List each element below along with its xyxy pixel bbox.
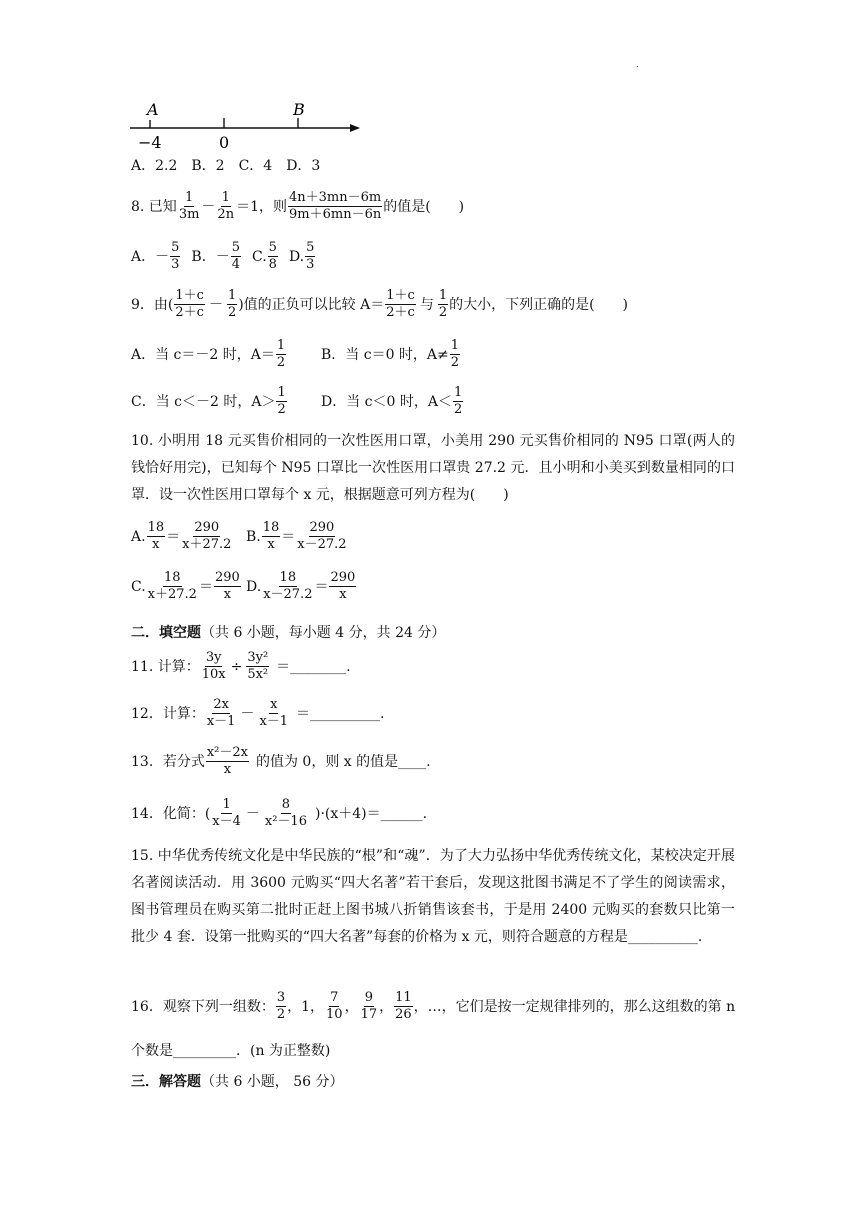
tick-minus-4: −4 bbox=[138, 133, 162, 152]
q10-options-row1: A. $\frac{18}{x}$ ＝ $\frac{290}{x+27.2}$ B. $\frac{18}{x}$ ＝ $\frac{290}{x-27.2}$ bbox=[131, 520, 347, 553]
question-11: 11. 计算： $\frac{3y}{10x}$ ÷ $\frac{\text{3y²}}{\text{5x²}}$ ＝________. bbox=[131, 650, 351, 683]
question-10: 10. 小明用 18 元买售价相同的一次性医用口罩，小美用 290 元买售价相同的 N95 口罩(两人的钱恰好用完)，已知每个 N95 口罩比一次性医用口罩贵 27.2 元．且小明和小美买到数量相同的口罩．设一次性医用口罩每个 x 元，根据题意可列方程为( ) bbox=[131, 433, 735, 503]
question-13: 13．若分式 $\frac{\text{x²－2x}}{x}$ 的值为 0，则 x 的值是____. bbox=[131, 745, 431, 778]
question-9: 9．由( $\frac{1+c}{2+c}$ － $\frac{1}{2}$ )值的正负可以比较 A＝ $\frac{1+c}{2+c}$ 与 $\frac{1}{2}$ 的大小，下列正确的是( ) bbox=[131, 288, 629, 321]
q9-options-row1: A．当 c＝－2 时，A＝ $\frac{1}{2}$ B．当 c＝0 时，A≠ $\frac{1}{2}$ bbox=[131, 338, 460, 371]
q7-options: A．2.2 B．2 C．4 D．3 bbox=[131, 158, 321, 174]
question-8: 8. 已知 $\frac{1}{3m}$ － $\frac{1}{2n}$ ＝1，则 $\frac{4n+3mn-6m}{9m+6mn-6n}$ 的值是( ) bbox=[131, 190, 465, 223]
question-15: 15. 中华优秀传统文化是中华民族的“根”和“魂”．为了大力弘扬中华优秀传统文化，某校决定开展名著阅读活动．用 3600 元购买“四大名著”若干套后，发现这批图书满足不了学生的阅读需求，图书管理员在购买第二批时正赶上图书城八折销售该套书，于是用 2400 元购买的套数只比第一批少 4 套．设第一批购买的“四大名著”每套的价格为 x 元，则符合题意的方程是__________． bbox=[131, 848, 735, 945]
q8-options: A．－ $\frac{5}{3}$ B．－ $\frac{5}{4}$ C. $\frac{5}{8}$ D. $\frac{5}{3}$ bbox=[131, 240, 315, 273]
section-2-heading: 二．填空题（共 6 小题，每小题 4 分，共 24 分） bbox=[131, 625, 446, 641]
question-16: 16．观察下列一组数： $\frac{3}{2}$ ，1， $\frac{7}{10}$ ， $\frac{9}{17}$ ， $\frac{11}{26}$ ，…，它们是按一定规律排列的，那么这组数的第 n bbox=[131, 990, 736, 1023]
question-14: 14．化简：( $\frac{1}{x-4}$ － $\frac{8}{\text{x²－16}}$ )·(x＋4)＝______. bbox=[131, 797, 428, 830]
point-a-label: A bbox=[147, 100, 159, 119]
question-16-line2: 个数是_________．(n 为正整数) bbox=[131, 1043, 331, 1059]
question-12: 12．计算： $\frac{2x}{x-1}$ － $\frac{x}{x-1}$ ＝__________. bbox=[131, 697, 385, 730]
tick-0: 0 bbox=[219, 133, 230, 152]
q10-options-row2: C. $\frac{18}{x+27.2}$ ＝ $\frac{290}{x}$ D. $\frac{18}{x-27.2}$ ＝ $\frac{290}{x}$ bbox=[131, 570, 356, 603]
page-dot: . bbox=[636, 60, 639, 69]
q9-options-row2: C．当 c＜－2 时，A＞ $\frac{1}{2}$ D．当 c＜0 时，A＜ $\frac{1}{2}$ bbox=[131, 385, 463, 418]
section-3-heading: 三．解答题（共 6 小题， 56 分） bbox=[131, 1074, 344, 1090]
number-line bbox=[126, 98, 366, 154]
point-b-label: B bbox=[293, 100, 305, 119]
